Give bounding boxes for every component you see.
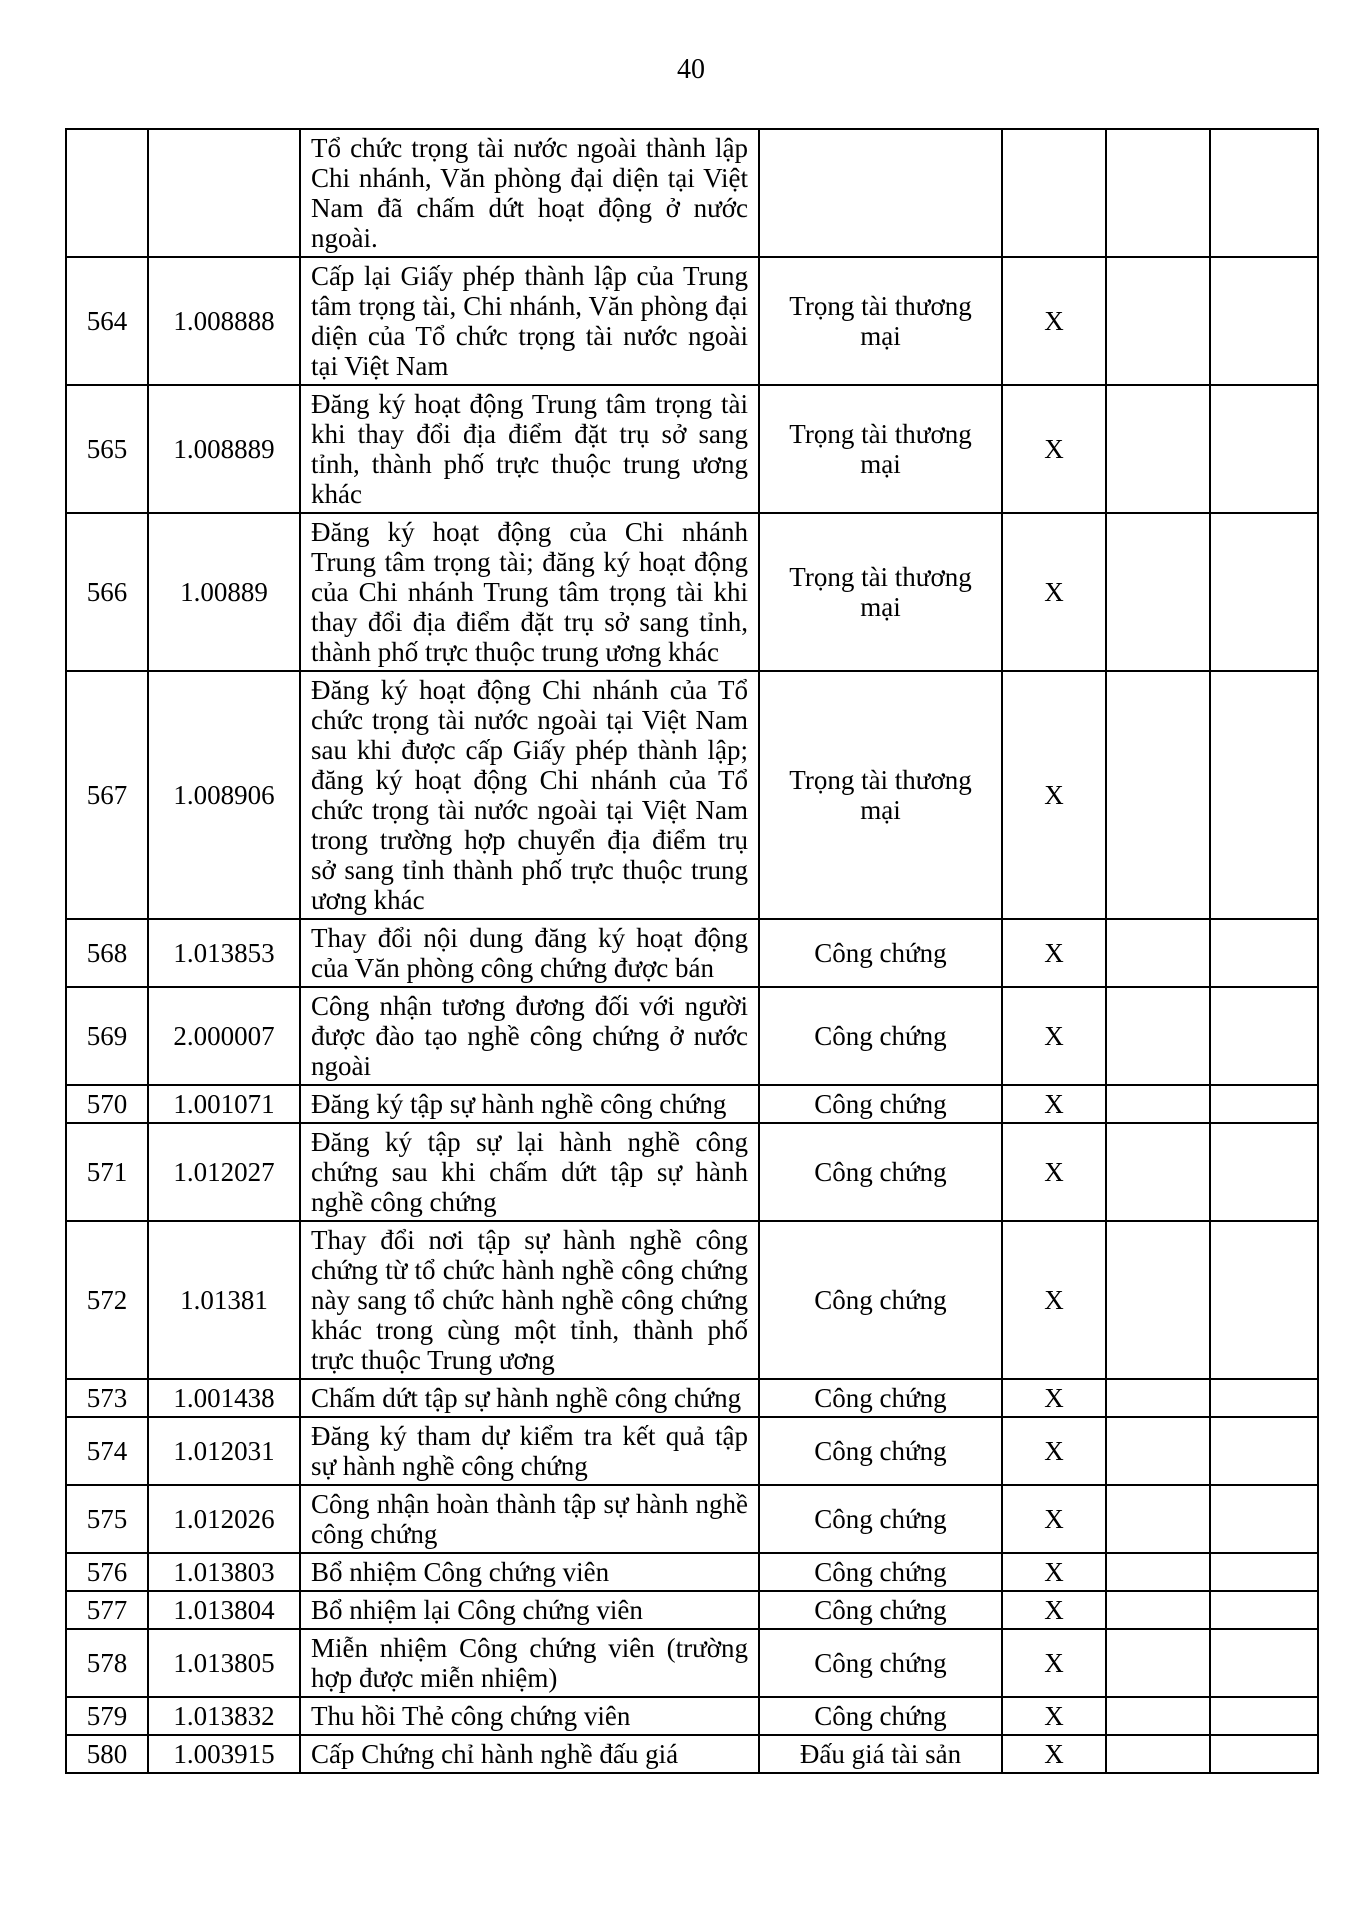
- procedure-code-cell: 1.013805: [148, 1629, 300, 1697]
- field-cell: Công chứng: [759, 1085, 1002, 1123]
- procedure-name-cell: Đăng ký hoạt động Chi nhánh của Tổ chức trọng tài nước ngoài tại Việt Nam sau khi được cấp Giấy phép thành lập; đăng ký hoạt động Chi nhánh của Tổ chức trọng tài nước ngoài tại Việt Nam trong trường hợp chuyển địa điểm trụ sở sang tỉnh thành phố trực thuộc trung ương khác: [300, 671, 759, 919]
- empty-cell: [1210, 1553, 1318, 1591]
- empty-cell: [1106, 257, 1210, 385]
- procedure-name-cell: Bổ nhiệm lại Công chứng viên: [300, 1591, 759, 1629]
- level-mark-cell: X: [1002, 385, 1106, 513]
- field-cell: Trọng tài thương mại: [759, 671, 1002, 919]
- empty-cell: [1210, 919, 1318, 987]
- empty-cell: [1210, 1735, 1318, 1773]
- empty-cell: [1210, 513, 1318, 671]
- row-number-cell: 569: [66, 987, 148, 1085]
- field-cell: Công chứng: [759, 987, 1002, 1085]
- row-number-cell: 564: [66, 257, 148, 385]
- row-number-cell: 576: [66, 1553, 148, 1591]
- field-cell: Công chứng: [759, 1553, 1002, 1591]
- empty-cell: [1210, 1417, 1318, 1485]
- field-cell: Công chứng: [759, 1697, 1002, 1735]
- table-row: [66, 1735, 1318, 1773]
- procedure-code-cell: 1.00889: [148, 513, 300, 671]
- empty-cell: [1106, 919, 1210, 987]
- row-number-cell: 566: [66, 513, 148, 671]
- level-mark-cell: X: [1002, 1417, 1106, 1485]
- level-mark-cell: X: [1002, 1221, 1106, 1379]
- empty-cell: [1210, 1379, 1318, 1417]
- procedure-code-cell: 1.013853: [148, 919, 300, 987]
- procedure-code-cell: 1.01381: [148, 1221, 300, 1379]
- row-number-cell: 565: [66, 385, 148, 513]
- table-row: [66, 1123, 1318, 1221]
- table-row: [66, 1697, 1318, 1735]
- procedure-name-cell: Bổ nhiệm Công chứng viên: [300, 1553, 759, 1591]
- field-cell: Trọng tài thương mại: [759, 513, 1002, 671]
- procedure-code-cell: 1.003915: [148, 1735, 300, 1773]
- row-number-cell: 578: [66, 1629, 148, 1697]
- procedure-name-cell: Tổ chức trọng tài nước ngoài thành lập Chi nhánh, Văn phòng đại diện tại Việt Nam đã chấm dứt hoạt động ở nước ngoài.: [300, 129, 759, 257]
- table-row: [66, 987, 1318, 1085]
- procedure-code-cell: 2.000007: [148, 987, 300, 1085]
- empty-cell: [1106, 1085, 1210, 1123]
- field-cell: Trọng tài thương mại: [759, 385, 1002, 513]
- field-cell: Công chứng: [759, 1123, 1002, 1221]
- row-number-cell: 570: [66, 1085, 148, 1123]
- level-mark-cell: X: [1002, 1379, 1106, 1417]
- empty-cell: [1106, 385, 1210, 513]
- procedure-name-cell: Đăng ký tham dự kiểm tra kết quả tập sự hành nghề công chứng: [300, 1417, 759, 1485]
- procedure-code-cell: 1.012026: [148, 1485, 300, 1553]
- row-number-cell: 573: [66, 1379, 148, 1417]
- empty-cell: [1210, 1591, 1318, 1629]
- row-number-cell: 575: [66, 1485, 148, 1553]
- procedure-code-cell: 1.013832: [148, 1697, 300, 1735]
- row-number-cell: 572: [66, 1221, 148, 1379]
- empty-cell: [1106, 671, 1210, 919]
- empty-cell: [1106, 1379, 1210, 1417]
- procedure-name-cell: Thu hồi Thẻ công chứng viên: [300, 1697, 759, 1735]
- procedure-name-cell: Miễn nhiệm Công chứng viên (trường hợp được miễn nhiệm): [300, 1629, 759, 1697]
- empty-cell: [1106, 129, 1210, 257]
- level-mark-cell: X: [1002, 987, 1106, 1085]
- level-mark-cell: X: [1002, 1629, 1106, 1697]
- empty-cell: [1210, 385, 1318, 513]
- procedure-code-cell: 1.008889: [148, 385, 300, 513]
- procedure-name-cell: Chấm dứt tập sự hành nghề công chứng: [300, 1379, 759, 1417]
- procedure-name-cell: Cấp Chứng chỉ hành nghề đấu giá: [300, 1735, 759, 1773]
- empty-cell: [1106, 1417, 1210, 1485]
- level-mark-cell: X: [1002, 1123, 1106, 1221]
- table-row: [66, 385, 1318, 513]
- procedure-code-cell: 1.001438: [148, 1379, 300, 1417]
- table-row: [66, 1085, 1318, 1123]
- table-row: [66, 1485, 1318, 1553]
- table-row: [66, 1221, 1318, 1379]
- level-mark-cell: X: [1002, 513, 1106, 671]
- table-row: [66, 1591, 1318, 1629]
- empty-cell: [1106, 987, 1210, 1085]
- empty-cell: [1106, 1221, 1210, 1379]
- empty-cell: [1106, 1485, 1210, 1553]
- table-row: [66, 1379, 1318, 1417]
- empty-cell: [1106, 1591, 1210, 1629]
- field-cell: Công chứng: [759, 919, 1002, 987]
- table-row: [66, 1553, 1318, 1591]
- empty-cell: [1106, 1123, 1210, 1221]
- level-mark-cell: X: [1002, 257, 1106, 385]
- table-row: [66, 513, 1318, 671]
- row-number-cell: 579: [66, 1697, 148, 1735]
- empty-cell: [1210, 1085, 1318, 1123]
- empty-cell: [1210, 987, 1318, 1085]
- procedure-name-cell: Cấp lại Giấy phép thành lập của Trung tâm trọng tài, Chi nhánh, Văn phòng đại diện của Tổ chức trọng tài nước ngoài tại Việt Nam: [300, 257, 759, 385]
- level-mark-cell: X: [1002, 671, 1106, 919]
- procedure-name-cell: Thay đổi nội dung đăng ký hoạt động của Văn phòng công chứng được bán: [300, 919, 759, 987]
- empty-cell: [1210, 1221, 1318, 1379]
- procedure-name-cell: Đăng ký tập sự lại hành nghề công chứng sau khi chấm dứt tập sự hành nghề công chứng: [300, 1123, 759, 1221]
- row-number-cell: 574: [66, 1417, 148, 1485]
- table-row: [66, 257, 1318, 385]
- empty-cell: [1210, 1485, 1318, 1553]
- empty-cell: [1106, 1697, 1210, 1735]
- procedure-name-cell: Đăng ký hoạt động của Chi nhánh Trung tâm trọng tài; đăng ký hoạt động của Chi nhánh Trung tâm trọng tài khi thay đổi địa điểm đặt trụ sở sang tỉnh, thành phố trực thuộc trung ương khác: [300, 513, 759, 671]
- procedure-code-cell: 1.008906: [148, 671, 300, 919]
- level-mark-cell: X: [1002, 1591, 1106, 1629]
- field-cell: [759, 129, 1002, 257]
- field-cell: Công chứng: [759, 1379, 1002, 1417]
- field-cell: Công chứng: [759, 1485, 1002, 1553]
- field-cell: Công chứng: [759, 1221, 1002, 1379]
- field-cell: Công chứng: [759, 1591, 1002, 1629]
- field-cell: Trọng tài thương mại: [759, 257, 1002, 385]
- empty-cell: [1210, 1123, 1318, 1221]
- procedure-code-cell: 1.001071: [148, 1085, 300, 1123]
- procedure-name-cell: Thay đổi nơi tập sự hành nghề công chứng từ tổ chức hành nghề công chứng này sang tổ chức hành nghề công chứng khác trong cùng một tỉnh, thành phố trực thuộc Trung ương: [300, 1221, 759, 1379]
- procedures-table: [65, 128, 1319, 1774]
- procedure-name-cell: Đăng ký hoạt động Trung tâm trọng tài khi thay đổi địa điểm đặt trụ sở sang tỉnh, thành phố trực thuộc trung ương khác: [300, 385, 759, 513]
- empty-cell: [1106, 513, 1210, 671]
- table-row: [66, 129, 1318, 257]
- empty-cell: [1210, 1697, 1318, 1735]
- level-mark-cell: X: [1002, 1085, 1106, 1123]
- field-cell: Đấu giá tài sản: [759, 1735, 1002, 1773]
- row-number-cell: 580: [66, 1735, 148, 1773]
- field-cell: Công chứng: [759, 1629, 1002, 1697]
- procedure-code-cell: 1.013803: [148, 1553, 300, 1591]
- level-mark-cell: X: [1002, 1697, 1106, 1735]
- empty-cell: [1210, 129, 1318, 257]
- level-mark-cell: X: [1002, 1485, 1106, 1553]
- page-number: 40: [677, 54, 705, 85]
- field-cell: Công chứng: [759, 1417, 1002, 1485]
- table-row: [66, 1629, 1318, 1697]
- empty-cell: [1106, 1553, 1210, 1591]
- level-mark-cell: X: [1002, 1553, 1106, 1591]
- table-row: [66, 671, 1318, 919]
- empty-cell: [1210, 671, 1318, 919]
- empty-cell: [1106, 1735, 1210, 1773]
- level-mark-cell: X: [1002, 919, 1106, 987]
- procedure-name-cell: Công nhận hoàn thành tập sự hành nghề công chứng: [300, 1485, 759, 1553]
- procedure-code-cell: [148, 129, 300, 257]
- empty-cell: [1210, 257, 1318, 385]
- row-number-cell: 568: [66, 919, 148, 987]
- procedure-code-cell: 1.008888: [148, 257, 300, 385]
- procedure-name-cell: Đăng ký tập sự hành nghề công chứng: [300, 1085, 759, 1123]
- empty-cell: [1210, 1629, 1318, 1697]
- row-number-cell: 567: [66, 671, 148, 919]
- row-number-cell: 577: [66, 1591, 148, 1629]
- procedure-name-cell: Công nhận tương đương đối với người được đào tạo nghề công chứng ở nước ngoài: [300, 987, 759, 1085]
- level-mark-cell: X: [1002, 1735, 1106, 1773]
- table-row: [66, 919, 1318, 987]
- row-number-cell: [66, 129, 148, 257]
- row-number-cell: 571: [66, 1123, 148, 1221]
- procedure-code-cell: 1.012031: [148, 1417, 300, 1485]
- empty-cell: [1106, 1629, 1210, 1697]
- procedure-code-cell: 1.012027: [148, 1123, 300, 1221]
- procedure-code-cell: 1.013804: [148, 1591, 300, 1629]
- level-mark-cell: [1002, 129, 1106, 257]
- table-row: [66, 1417, 1318, 1485]
